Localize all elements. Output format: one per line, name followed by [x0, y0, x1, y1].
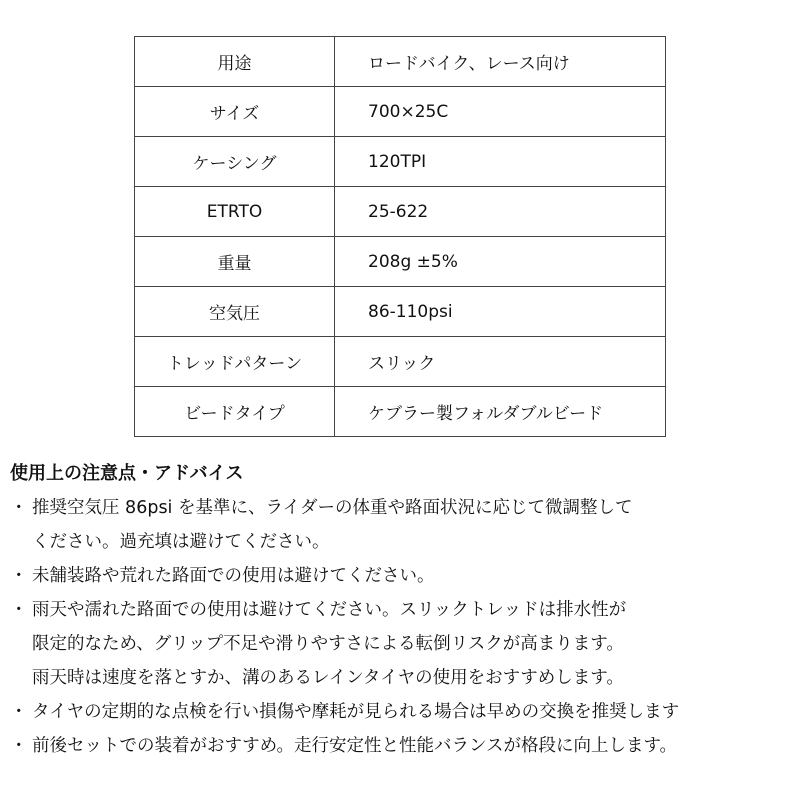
note-line: 未舗装路や荒れた路面での使用は避けてください。	[32, 566, 435, 586]
note-line: 推奨空気圧 86psi を基準に、ライダーの体重や路面状況に応じて微調整して	[32, 498, 633, 518]
bullet-icon: ・	[10, 736, 28, 756]
spec-row-size	[135, 87, 666, 137]
spec-value: 86-110psi	[335, 287, 666, 337]
note-text	[32, 695, 800, 729]
note-line: 前後セットでの装着がおすすめ。走行安定性と性能バランスが格段に向上します。	[32, 736, 678, 756]
note-item	[10, 593, 800, 695]
spec-row-pressure	[135, 287, 666, 337]
spec-label: ケーシング	[135, 137, 335, 187]
note-item	[10, 729, 800, 763]
spec-label: 重量	[135, 237, 335, 287]
note-text	[32, 559, 800, 593]
note-line: 限定的なため、グリップ不足や滑りやすさによる転倒リスクが高まります。	[32, 634, 624, 654]
note-line: 雨天や濡れた路面での使用は避けてください。スリックトレッドは排水性が	[32, 600, 627, 620]
note-text	[32, 729, 800, 763]
spec-table	[134, 36, 666, 437]
note-line: ください。過充填は避けてください。	[32, 532, 330, 552]
spec-label: 空気圧	[135, 287, 335, 337]
note-text	[32, 491, 800, 559]
spec-row-etrto	[135, 187, 666, 237]
spec-row-usage	[135, 37, 666, 87]
bullet-icon: ・	[10, 566, 28, 586]
note-text	[32, 593, 800, 695]
spec-value: ロードバイク、レース向け	[335, 37, 666, 87]
bullet-icon: ・	[10, 702, 28, 722]
spec-value: スリック	[335, 337, 666, 387]
note-item	[10, 695, 800, 729]
spec-label: トレッドパターン	[135, 337, 335, 387]
bullet-icon: ・	[10, 498, 28, 518]
spec-value: 25-622	[335, 187, 666, 237]
notes-heading: 使用上の注意点・アドバイス	[10, 463, 244, 484]
spec-value: 700×25C	[335, 87, 666, 137]
spec-value: 120TPI	[335, 137, 666, 187]
spec-row-casing	[135, 137, 666, 187]
spec-label: ETRTO	[135, 187, 335, 237]
notes-list	[10, 491, 800, 763]
spec-row-weight	[135, 237, 666, 287]
note-item	[10, 491, 800, 559]
spec-value: ケブラー製フォルダブルビード	[335, 387, 666, 437]
spec-row-tread	[135, 337, 666, 387]
spec-row-bead	[135, 387, 666, 437]
spec-value: 208g ±5%	[335, 237, 666, 287]
spec-label: サイズ	[135, 87, 335, 137]
bullet-icon: ・	[10, 600, 28, 620]
spec-label: ビードタイプ	[135, 387, 335, 437]
usage-notes	[10, 457, 800, 763]
note-line: 雨天時は速度を落とすか、溝のあるレインタイヤの使用をおすすめします。	[32, 668, 624, 688]
note-line: タイヤの定期的な点検を行い損傷や摩耗が見られる場合は早めの交換を推奨します	[32, 702, 680, 722]
spec-table-body	[135, 37, 666, 437]
note-item	[10, 559, 800, 593]
spec-label: 用途	[135, 37, 335, 87]
